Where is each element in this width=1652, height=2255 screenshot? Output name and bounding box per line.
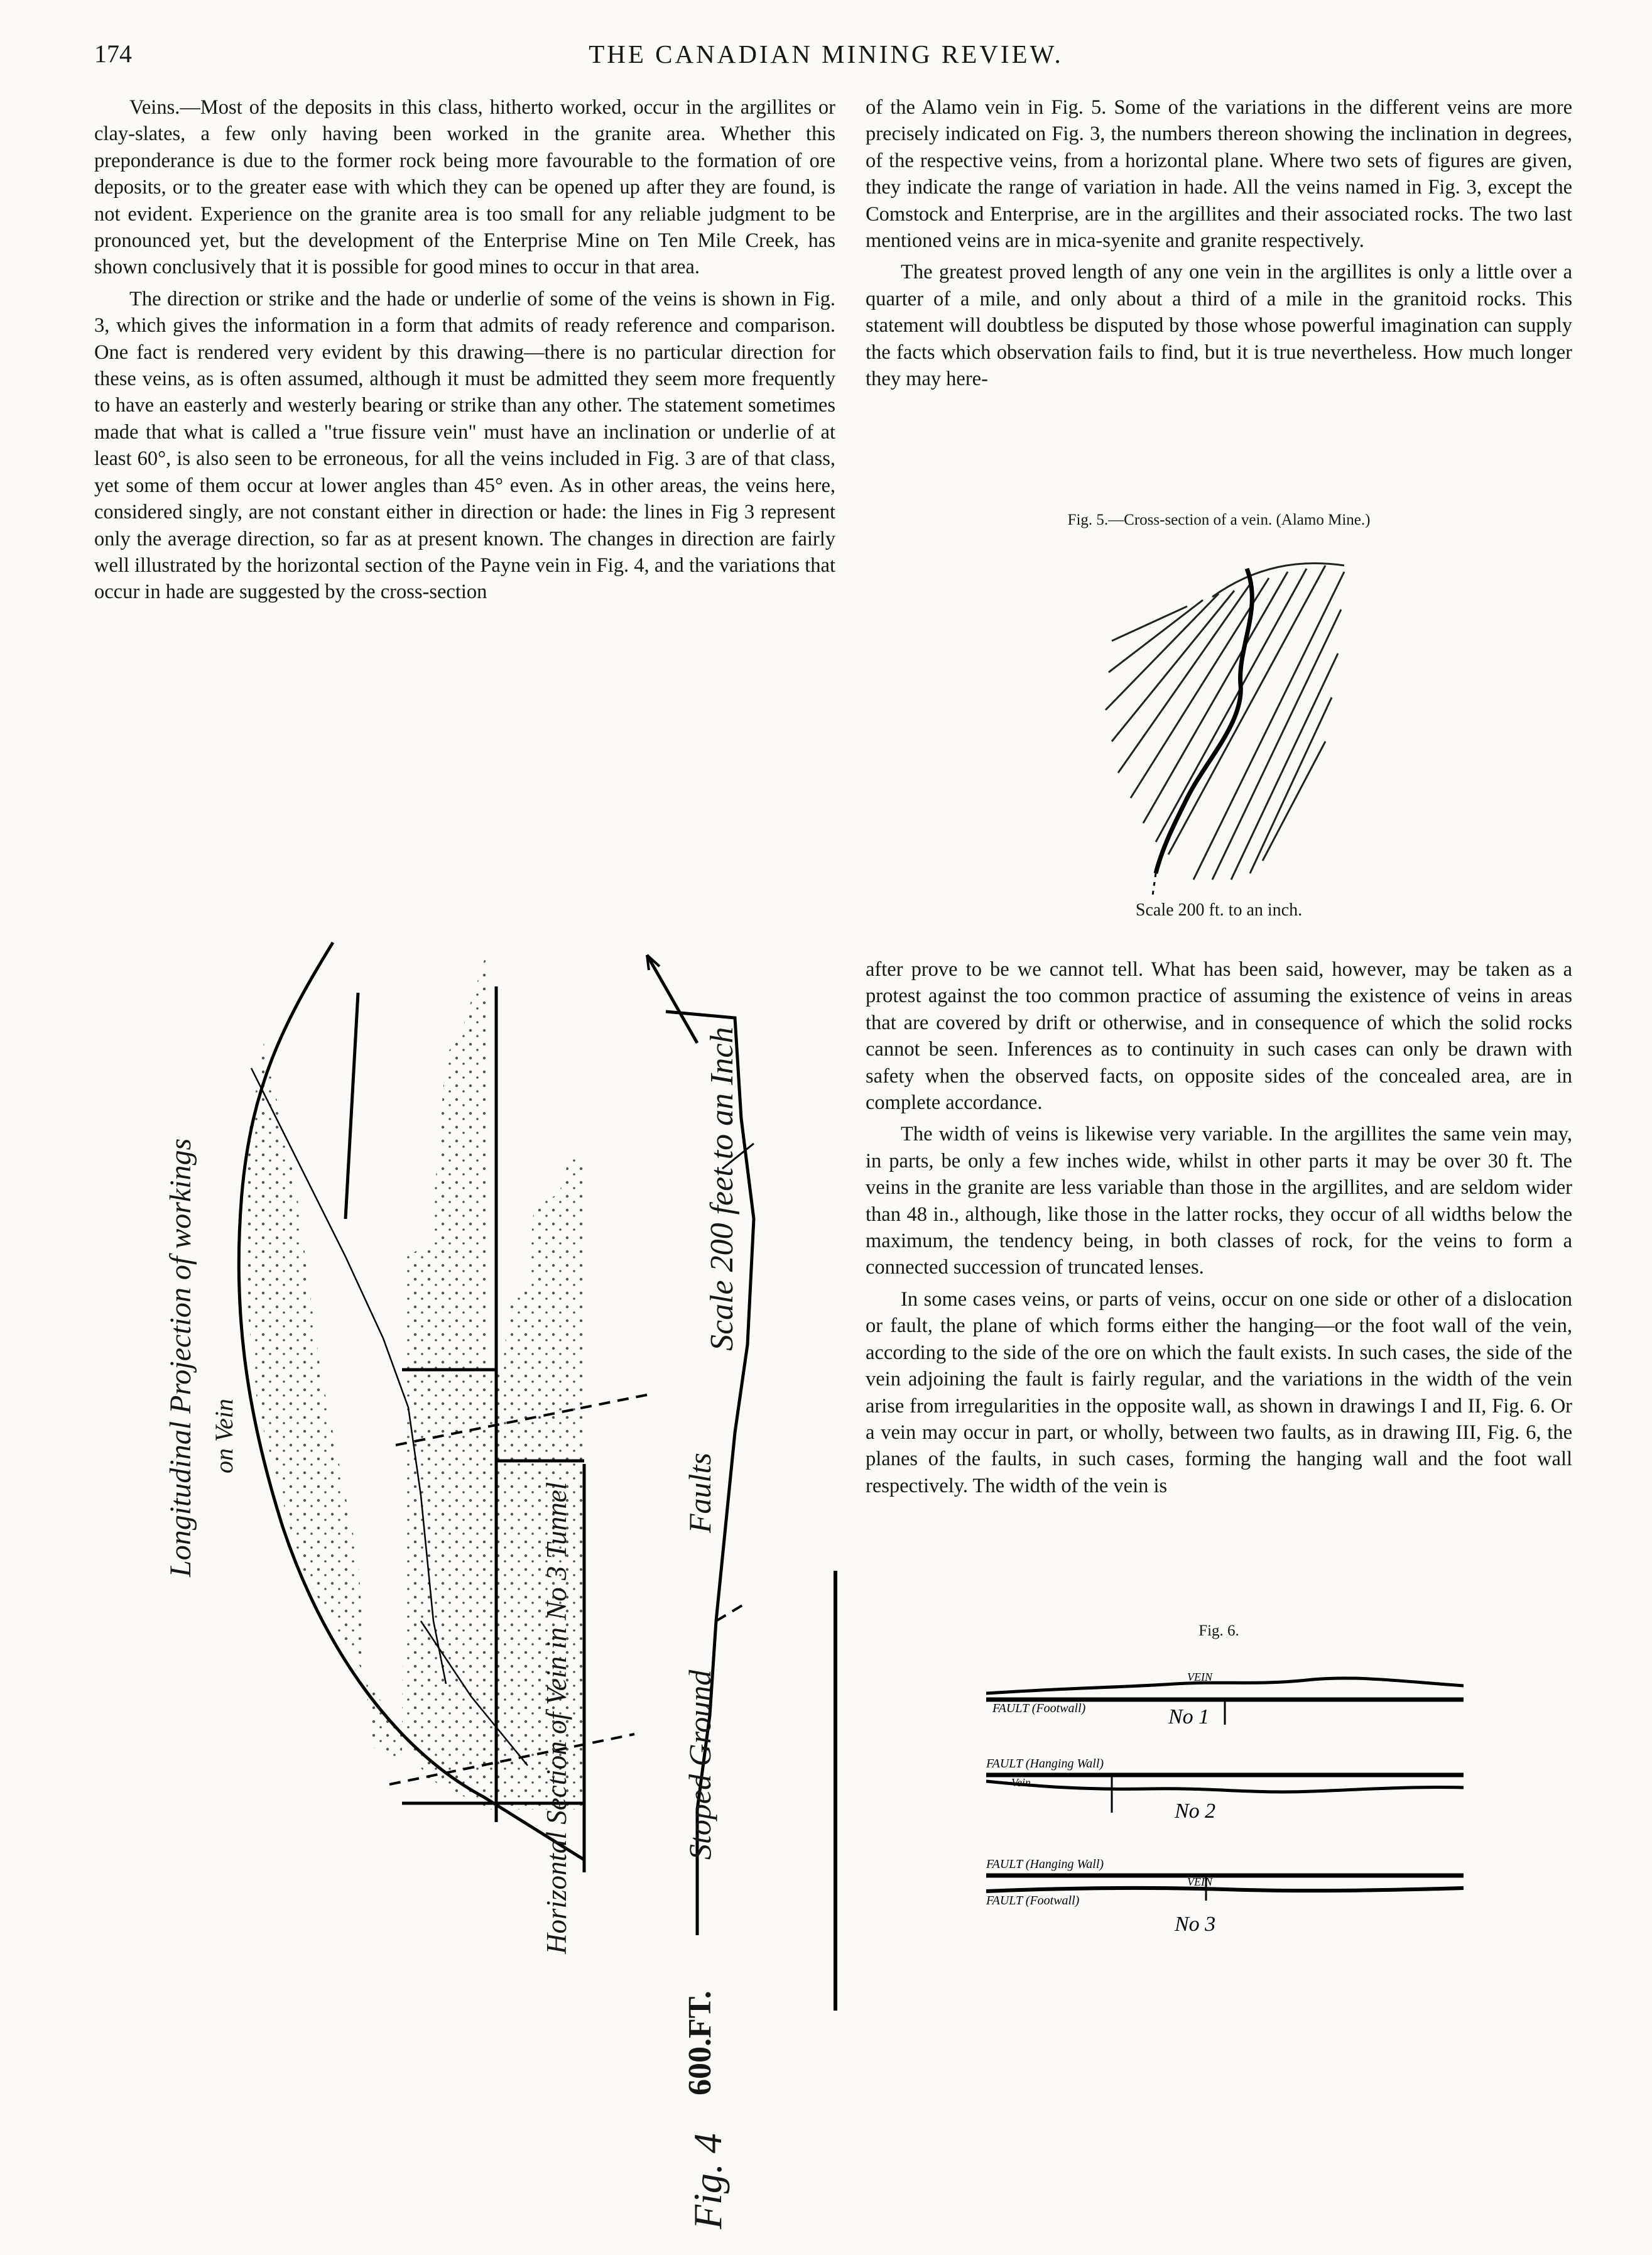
fig6-caption: Fig. 6.: [1198, 1622, 1239, 1639]
fig6-d3-fault-bottom-label: FAULT (Footwall): [986, 1894, 1080, 1908]
fig6-d1-fault-label: FAULT (Footwall): [992, 1701, 1086, 1715]
fig4-label-600ft: 600.FT.: [682, 1990, 718, 2095]
fig4-label-on-vein: on Vein: [210, 1399, 238, 1473]
fig4-label-stoped: Stoped Ground: [682, 1669, 717, 1860]
fig6-d3-fault-top-label: FAULT (Hanging Wall): [986, 1857, 1104, 1871]
paragraph-continuity: after prove to be we cannot tell. What has been said, however, may be taken as a protest against the too common practice of assuming the existence of veins in areas that are covered by drift or otherwise, and in consequence of which the solid rocks cannot be seen. Inferences as to continuity in such cases can only be drawn with safety when the observed facts, on opposite sides of the concealed area, are in complete accordance.: [866, 958, 1572, 1115]
fig4-shaft-line: [345, 993, 358, 1219]
paragraph-width: The width of veins is likewise very variable. In the argillites the same vein may, in parts, be only a few inches wide, whilst in other parts it may be over 30 ft. The veins in the granite are less variable than those in the argillites, and are seldom wider than 48 in., although, like those in the latter rocks, they occur of all widths below the maximum, the tendency being, in both classes of rock, for the veins to form a connected succession of truncated lenses.: [866, 1123, 1572, 1279]
fig6-d2-number: No 2: [1175, 1799, 1216, 1823]
fig5-hatching: [1106, 564, 1344, 880]
running-header: THE CANADIAN MINING REVIEW.: [589, 40, 1063, 68]
fig6-drawing-1: [986, 1649, 1464, 1725]
column-right-text-bottom: [866, 956, 1572, 1504]
fig5-scale: Scale 200 ft. to an inch.: [1135, 900, 1303, 920]
fig4-stoped-area-left: [245, 942, 490, 1810]
fig4-north-arrow: [647, 955, 697, 1043]
fig6-d2-fault-label: FAULT (Hanging Wall): [986, 1757, 1104, 1771]
fig4-label-fig: Fig. 4: [685, 2133, 730, 2229]
paragraph-alamo: of the Alamo vein in Fig. 5. Some of the variations in the different veins are more precisely indicated on Fig. 3, the numbers thereon showing the inclination in degrees, of the respective veins, from a horizontal plane. Where two sets of figures are given, they indicate the range of variation in hade. All the veins named in Fig. 3, except the Comstock and Enterprise, are in the argillites and their associated rocks. The two last mentioned veins are in mica-syenite and granite respectively.: [866, 96, 1572, 253]
fig5-cross-section-drawing: [1093, 553, 1357, 898]
column-right-text-top: [866, 94, 1572, 397]
fig4-label-horizontal: Horizontal Section of Vein in No 3 Tunnel: [541, 1482, 572, 1954]
fig6-drawing-3: [986, 1844, 1464, 1938]
fig4-label-faults: Faults: [682, 1453, 717, 1533]
paragraph-faults: In some cases veins, or parts of veins, occur on one side or other of a dislocation or fault, the plane of which forms either the hanging—or the foot wall of the vein, according to the side of the ore on which the fault exists. In such cases, the side of the vein adjoining the fault is fairly regular, and the variations in the width of the vein arise from irregularities in the opposite wall, as shown in drawings I and II, Fig. 6. Or a vein may occur in part, or wholly, between two faults, as in drawing III, Fig. 6, the planes of the faults, in such cases, forming the hanging wall and the foot wall respectively. The width of the vein is: [866, 1287, 1572, 1497]
fig5-caption: Fig. 5.—Cross-section of a vein. (Alamo Mine.): [1067, 511, 1371, 528]
fig4-label-longitudinal: Longitudinal Projection of workings: [164, 1138, 197, 1577]
fig6-d1-number: No 1: [1168, 1705, 1210, 1725]
paragraph-direction: The direction or strike and the hade or underlie of some of the veins is shown in Fig. 3, which gives the information in a form that admits of ready reference and comparison. One fact is rendered very evident by this drawing—there is no particular direction for these veins, as is often assumed, although it must be admitted they seem more frequently to have an easterly and westerly bearing or strike than any other. The statement sometimes made that what is called a "true fissure vein" must have an inclination or underlie of at least 60°, is also seen to be erroneous, for all the veins included in Fig. 3 are of that class, yet some of them occur at lower angles than 45° even. As in other areas, the veins here, considered singly, are not constant either in direction or hade: the lines in Fig 3 represent only the average direction, so far as at present known. The changes in direction are fairly well illustrated by the horizontal section of the Payne vein in Fig. 4, and the variations that occur in hade are suggested by the cross-section: [94, 287, 835, 604]
fig6-drawing-2: [986, 1744, 1464, 1825]
fig6-d3-number: No 3: [1175, 1913, 1216, 1936]
paragraph-veins: Veins.—Most of the deposits in this class, hitherto worked, occur in the argillites or clay-slates, a few only having been worked in the granite area. Whether this preponderance is due to the former rock being more favourable to the formation of ore deposits, or to the greater ease with which they can be opened up after they are found, is not evident. Experience on the granite area is too small for any reliable judgment to be pronounced yet, but the development of the Enterprise Mine on Ten Mile Creek, has shown conclusively that it is possible for good mines to occur in that area.: [94, 96, 835, 279]
fig6-d2-vein-label: Vein: [1011, 1776, 1031, 1789]
page-number: 174: [94, 40, 132, 68]
column-left-text: [94, 94, 835, 611]
fig4-label-scale: Scale 200 feet to an Inch: [704, 1027, 740, 1351]
paragraph-length: The greatest proved length of any one vein in the argillites is only a little over a quarter of a mile, and only about a third of a mile in the granitoid rocks. This statement will doubtless be disputed by those whose powerful imagination can supply the facts which observation fails to find, but it is true nevertheless. How much longer they may here-: [866, 261, 1572, 391]
fig6-d1-vein-label: VEIN: [1187, 1671, 1212, 1683]
fig6-d3-vein-label: VEIN: [1187, 1876, 1212, 1888]
